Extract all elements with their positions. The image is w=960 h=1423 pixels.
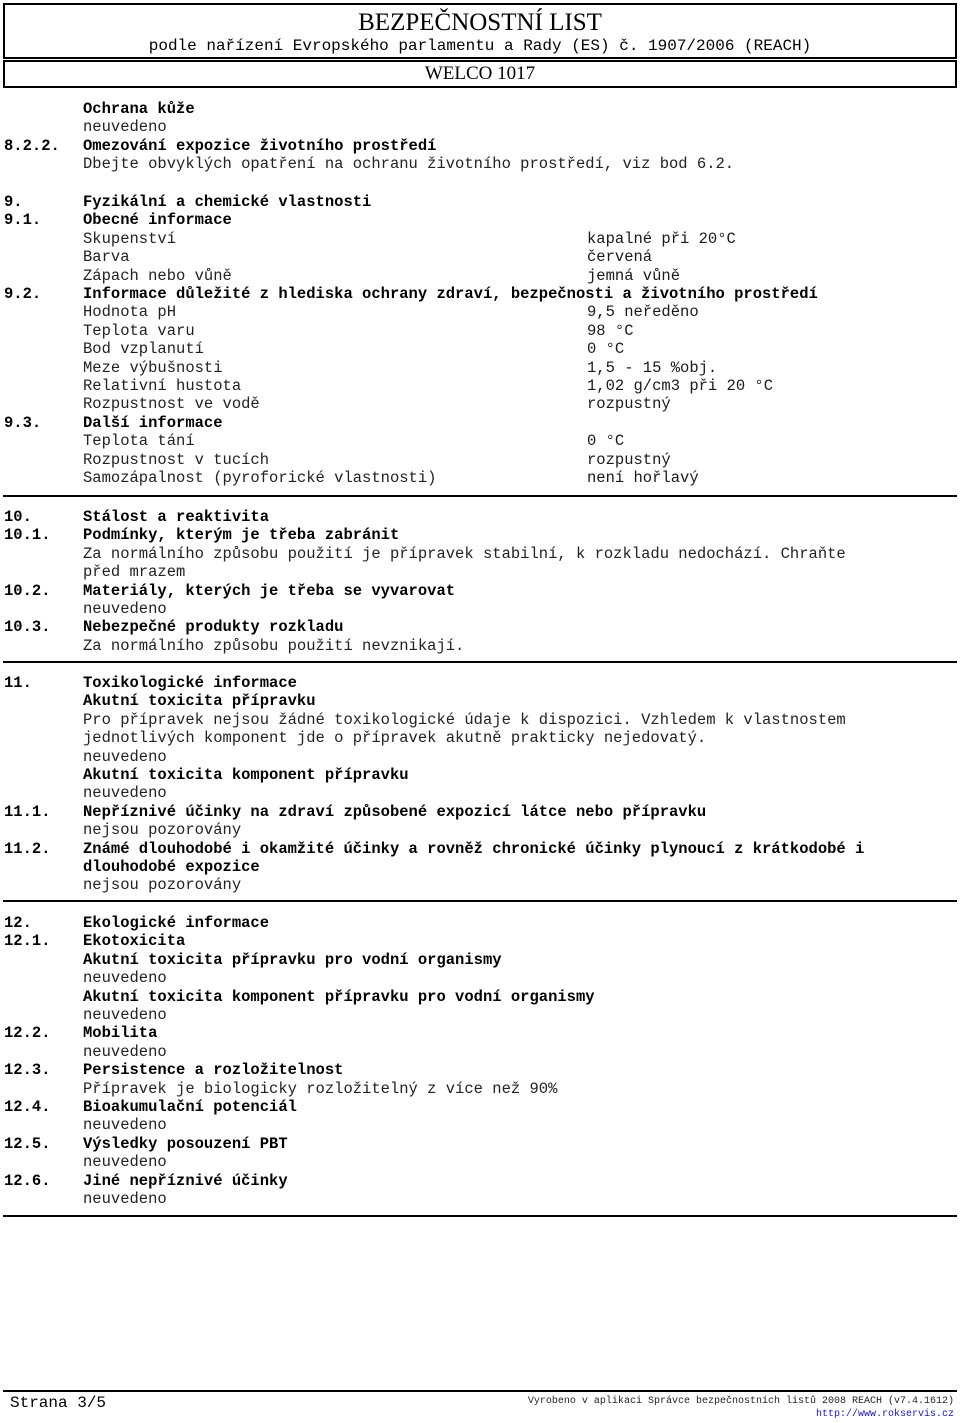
section-number: 8.2.2.: [4, 136, 60, 155]
text: nejsou pozorovány: [83, 876, 242, 895]
text: neuvedeno: [83, 969, 167, 988]
property-value: 0 °C: [587, 432, 625, 451]
subheading: Akutní toxicita komponent přípravku: [83, 766, 409, 784]
section-number: 10.: [4, 508, 32, 526]
section-number: 12.: [4, 914, 32, 932]
document-header: [3, 3, 957, 85]
section-number: 12.5.: [4, 1134, 51, 1153]
section-divider: [3, 900, 957, 902]
heading: Další informace: [83, 413, 223, 432]
property-label: Barva: [83, 248, 130, 267]
subheading: Akutní toxicita komponent přípravku pro vodní organismy: [83, 987, 595, 1006]
heading: Omezování expozice životního prostředí: [83, 136, 437, 155]
line: [0, 100, 960, 118]
text: Za normálního způsobu použití je přípravek stabilní, k rozkladu nedochází. Chraňte: [83, 544, 846, 563]
document-title: BEZPEČNOSTNÍ LIST: [358, 9, 602, 36]
section-number: 11.: [4, 674, 32, 692]
product-name: WELCO 1017: [424, 63, 536, 84]
section-number: 11.2.: [4, 839, 51, 858]
property-label: Rozpustnost v tucích: [83, 450, 270, 469]
property-value: 1,02 g/cm3 při 20 °C: [587, 377, 774, 395]
heading: Mobilita: [83, 1024, 158, 1043]
property-value: není hořlavý: [587, 469, 699, 487]
text: před mrazem: [83, 563, 186, 582]
heading: Jiné nepříznivé účinky: [83, 1171, 288, 1190]
property-label: Relativní hustota: [83, 377, 242, 395]
text: jednotlivých komponent jde o přípravek akutně prakticky nejedovatý.: [83, 729, 707, 748]
heading: Známé dlouhodobé i okamžité účinky a rovněž chronické účinky plynoucí z krátkodobé i: [83, 839, 865, 858]
section-number: 10.3.: [4, 618, 51, 637]
text: neuvedeno: [83, 747, 167, 766]
property-label: Zápach nebo vůně: [83, 266, 232, 285]
property-label: Hodnota pH: [83, 303, 177, 322]
property-value: červená: [587, 248, 653, 267]
property-label: Samozápalnost (pyroforické vlastnosti): [83, 469, 437, 487]
property-value: 1,5 - 15 %obj.: [587, 358, 718, 377]
line: [0, 137, 960, 155]
text: neuvedeno: [83, 1190, 167, 1208]
section-number: 12.3.: [4, 1061, 51, 1080]
title-box: [3, 3, 957, 59]
section-number: 9.2.: [4, 285, 42, 303]
property-value: kapalné při 20°C: [587, 229, 736, 248]
heading: Nebezpečné produkty rozkladu: [83, 618, 344, 637]
text: neuvedeno: [83, 1116, 167, 1135]
line: [0, 155, 960, 173]
section-number: 12.6.: [4, 1171, 51, 1190]
text: Za normálního způsobu použití nevznikají.: [83, 636, 465, 655]
subheading: Akutní toxicita přípravku pro vodní organismy: [83, 950, 502, 969]
heading: Ekotoxicita: [83, 932, 186, 951]
text: nejsou pozorovány: [83, 821, 242, 840]
line: [0, 118, 960, 136]
property-value: 9,5 neředěno: [587, 303, 699, 322]
subheading: Ochrana kůže: [83, 100, 195, 118]
heading-continued: dlouhodobé expozice: [83, 858, 260, 876]
page-number: Strana 3/5: [10, 1394, 107, 1412]
section-divider: [3, 661, 957, 663]
heading: Obecné informace: [83, 211, 232, 230]
section-heading: Stálost a reaktivita: [83, 508, 270, 526]
property-label: Skupenství: [83, 229, 177, 248]
text: neuvedeno: [83, 1042, 167, 1061]
producer-link[interactable]: http://www.rokservis.cz: [815, 1409, 954, 1420]
section-number: 12.2.: [4, 1024, 51, 1043]
text: neuvedeno: [83, 1006, 167, 1024]
property-value: rozpustný: [587, 450, 671, 469]
text: Dbejte obvyklých opatření na ochranu životního prostředí, viz bod 6.2.: [83, 155, 735, 174]
property-label: Rozpustnost ve vodě: [83, 395, 260, 414]
text: neuvedeno: [83, 600, 167, 618]
subheading: Akutní toxicita přípravku: [83, 692, 316, 711]
section-number: 9.: [4, 193, 23, 211]
section-number: 9.1.: [4, 211, 42, 230]
section-divider: [3, 1215, 957, 1217]
section-number: 12.1.: [4, 932, 51, 951]
text: neuvedeno: [83, 118, 167, 137]
section-number: 10.1.: [4, 526, 51, 545]
section-heading: Toxikologické informace: [83, 674, 297, 692]
section-number: 9.3.: [4, 413, 42, 432]
product-box: [3, 60, 957, 88]
property-label: Bod vzplanutí: [83, 340, 204, 359]
text: neuvedeno: [83, 784, 167, 803]
property-label: Teplota tání: [83, 432, 195, 451]
section-heading: Fyzikální a chemické vlastnosti: [83, 193, 372, 211]
document-subtitle: podle nařízení Evropského parlamentu a Rady (ES) č. 1907/2006 (REACH): [148, 37, 812, 55]
property-value: jemná vůně: [587, 266, 681, 285]
property-value: 0 °C: [587, 340, 625, 359]
section-number: 11.1.: [4, 802, 51, 821]
section-number: 10.2.: [4, 581, 51, 600]
heading: Výsledky posouzení PBT: [83, 1134, 288, 1153]
property-value: 98 °C: [587, 321, 634, 340]
text: neuvedeno: [83, 1153, 167, 1172]
heading: Nepříznivé účinky na zdraví způsobené expozicí látce nebo přípravku: [83, 802, 707, 821]
heading: Podmínky, kterým je třeba zabránit: [83, 526, 400, 545]
heading: Bioakumulační potenciál: [83, 1098, 297, 1116]
property-label: Meze výbušnosti: [83, 358, 223, 377]
producer-note: Vyrobeno v aplikaci Správce bezpečnostních listů 2008 REACH (v7.4.1612): [527, 1396, 954, 1407]
heading: Persistence a rozložitelnost: [83, 1061, 344, 1080]
property-value: rozpustný: [587, 395, 671, 414]
text: Přípravek je biologicky rozložitelný z více než 90%: [83, 1079, 558, 1098]
page-footer: [0, 1390, 960, 1423]
section-number: 12.4.: [4, 1098, 51, 1116]
text: Pro přípravek nejsou žádné toxikologické údaje k dispozici. Vzhledem k vlastnostem: [83, 710, 846, 729]
heading: Materiály, kterých je třeba se vyvarovat: [83, 581, 456, 600]
heading: Informace důležité z hlediska ochrany zdraví, bezpečnosti a životního prostředí: [83, 285, 818, 303]
property-label: Teplota varu: [83, 321, 195, 340]
section-divider: [3, 495, 957, 497]
section-heading: Ekologické informace: [83, 914, 270, 932]
